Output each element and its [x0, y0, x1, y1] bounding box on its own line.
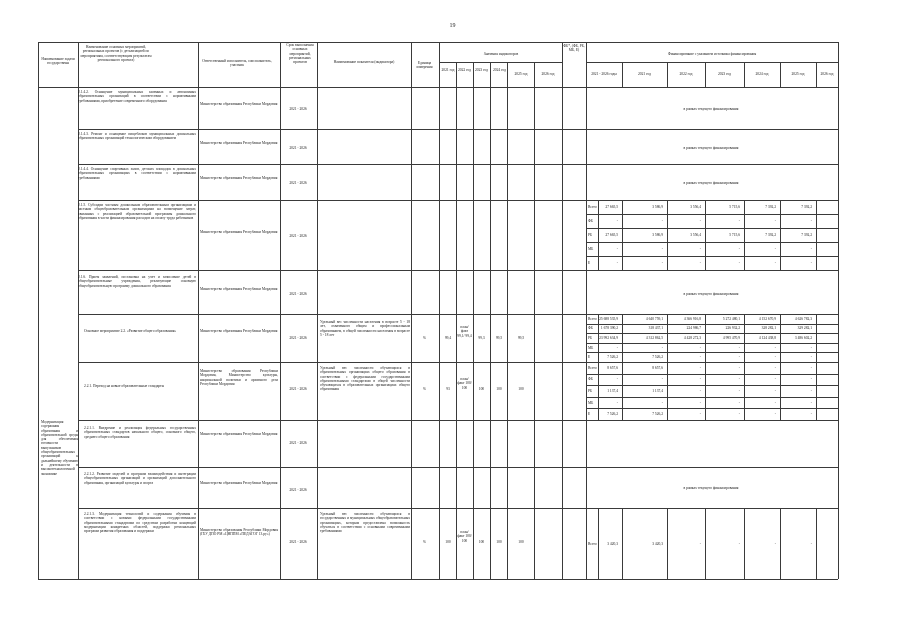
- fin-2-2-1-value: -: [738, 377, 740, 382]
- fin-row-line: [586, 214, 838, 215]
- fin-row-line: [586, 333, 838, 334]
- fin-2-1-5-source: МБ: [588, 247, 594, 251]
- fin-main-value: -: [699, 345, 701, 350]
- fin-2-1-5-value: -: [738, 247, 740, 251]
- fin-main-value: -: [810, 355, 812, 360]
- fin-2-1-5-value: -: [774, 247, 776, 251]
- fin-row-line: [586, 397, 838, 398]
- fin-2-1-5-value: -: [810, 247, 812, 251]
- row-2-2-1-3-name: 2.2.1.3. Модернизация технологий и содержания обучения в соответствии с новыми федеральными государственными образовательными стандартами по средствам разработки концепций модернизации конкретных областей, поддержки региональных программ развития образования и поддержки: [84, 512, 196, 534]
- header-finance-col: 2024 год: [755, 72, 769, 76]
- fin-main-value: 3 486 602,2: [794, 336, 812, 340]
- fin-row-line: [586, 374, 838, 375]
- grid-line: [507, 62, 508, 579]
- row-2-1-4-4-term: 2021 - 2026: [289, 181, 307, 185]
- header-year-2025: 2025 год: [514, 72, 528, 76]
- fin-2-1-5-value: -: [616, 261, 618, 265]
- header-finance-col: 2026 год: [820, 72, 834, 76]
- fin-col-line: [667, 314, 668, 420]
- fin-2-2-1-value: -: [699, 400, 701, 405]
- fin-2-2-1-value: -: [661, 377, 663, 382]
- fin-col-line: [780, 314, 781, 420]
- header-finance-col: 2021 год: [638, 72, 651, 76]
- row-2-2-1-3-indicator: Удельный вес численности обучающихся в государственных и муниципальных общеобразовательных организациях, которым предоставлена возможность обучаться в соответствии с основными современными требованиями: [320, 512, 410, 534]
- fin-main-value: 7 526,2: [652, 355, 663, 360]
- grid-line: [198, 42, 199, 579]
- fin-2-1-5-value: -: [616, 219, 618, 223]
- fin-row-line: [586, 362, 838, 363]
- fin-2-2-1-value: 1 137,4: [652, 389, 663, 393]
- fin-main-value: -: [774, 355, 776, 360]
- grid-line: [38, 87, 838, 88]
- fin-2-1-5-value: -: [738, 261, 740, 265]
- grid-line: [534, 62, 535, 579]
- fin-col-line: [598, 508, 599, 579]
- fin-main-value: -: [699, 355, 701, 360]
- row-2-2-1-2-name: 2.2.1.2. Развитие моделей и программ взаимодействия и интеграции общеобразовательных организаций и организаций дополнительного образования, организаций культуры и спорта: [84, 472, 196, 485]
- row-2-2-1-val-2025: 100: [518, 387, 524, 391]
- fin-main-value: 7 526,2: [607, 355, 618, 360]
- row-2-1-4-3-resp: Министерство образования Республики Мордовия: [200, 141, 278, 145]
- fin-2-1-5-value: -: [661, 247, 663, 251]
- header-indicator: Наименование показателя (индикатора): [333, 60, 395, 64]
- fin-2-2-1-source: Всего: [588, 365, 597, 370]
- grid-line: [586, 42, 587, 579]
- main-event-name: Основное мероприятие 2.2. «Развитие общего образования»: [84, 329, 177, 333]
- grid-line: [78, 42, 79, 579]
- fin-row-line: [586, 385, 838, 386]
- fin-2-2-1-3-value: -: [810, 541, 812, 546]
- fin-2-1-5-value: -: [699, 247, 701, 251]
- fin-2-1-5-value: 7 392,2: [765, 205, 776, 209]
- fin-2-1-5-value: 5 715,6: [729, 233, 740, 237]
- fin-main-source: РБ: [588, 336, 593, 340]
- fin-2-2-1-value: -: [810, 377, 812, 382]
- fin-main-value: 4 995 470,9: [722, 336, 740, 340]
- fin-2-1-5-value: 7 392,2: [765, 233, 776, 237]
- fin-main-value: -: [616, 345, 618, 350]
- fin-2-2-1-3-source: Всего: [588, 541, 597, 546]
- row-2-2-1-3-term: 2021 - 2026: [289, 540, 307, 544]
- fin-main-value: 226 932,2: [725, 326, 740, 331]
- fin-main-value: -: [774, 345, 776, 350]
- fin-2-2-1-value: -: [699, 365, 701, 370]
- fin-2-2-1-3-value: -: [774, 541, 776, 546]
- row-2-2-1-3-val-2024: 100: [496, 540, 502, 544]
- fin-col-line: [705, 508, 706, 579]
- header-year-2026: 2026 год: [541, 72, 555, 76]
- fin-2-2-1-value: -: [774, 377, 776, 382]
- fin-main-source: Е: [588, 355, 591, 360]
- fin-2-2-1-source: РБ: [588, 389, 593, 393]
- header-responsible: Ответственный исполнитель, соисполнитель, участник: [202, 59, 272, 68]
- fin-main-value: -: [738, 345, 740, 350]
- row-2-2-1-3-resp: Министерство образования Республики Мордовия (ГБУ ДПО РМ «ЦНППМ «ПЕДАГОГ 13.ру»): [200, 528, 278, 537]
- fin-2-1-5-value: -: [661, 219, 663, 223]
- fin-2-2-1-3-value: 3 420,3: [607, 541, 618, 546]
- fin-2-2-1-value: -: [616, 377, 618, 382]
- header-finance-col: 2022 год: [679, 72, 693, 76]
- fin-2-2-1-value: 8 657,6: [652, 365, 663, 370]
- fin-2-1-5-source: ФБ: [588, 219, 593, 223]
- row-2-1-4-4-resp: Министерство образования Республики Мордовия: [200, 176, 278, 180]
- fin-2-1-5-value: -: [774, 219, 776, 223]
- fin-main-value: 329 282,1: [797, 326, 812, 331]
- fin-2-2-1-source: ФБ: [588, 377, 593, 382]
- main-indicator: Удельный вес численности населения в возрасте 5 - 18 лет, охваченного общим и профессиональным образованием, в общей численности населения в возрасте 5 - 18 лет: [320, 320, 410, 337]
- header-goal: Наименование задачи государственн: [41, 57, 75, 66]
- fin-main-value: 4 366 916,8: [683, 316, 701, 321]
- fin-main-value: 318 437,1: [648, 326, 663, 331]
- grid-line: [78, 508, 838, 509]
- fin-2-2-1-value: -: [774, 400, 776, 405]
- fin-row-line: [586, 324, 838, 325]
- row-2-1-6-term: 2021 - 2026: [289, 292, 307, 296]
- row-2-2-1-val-2021: 93: [446, 387, 450, 391]
- row-2-1-4-2-name: 2.1.4.2. Оснащение муниципальных казенных и автономных образовательных организаций в соответствии с нормативными требованиями, приобретение современного оборудования: [78, 90, 196, 103]
- row-2-1-4-3-note: в рамках текущего финансирования: [683, 146, 739, 150]
- fin-col-line: [744, 314, 745, 420]
- main-event-resp: Министерство образования Республики Мордовия: [200, 329, 278, 333]
- fin-col-line: [744, 508, 745, 579]
- grid-line: [317, 42, 318, 579]
- fin-2-1-5-value: 27 665,5: [605, 205, 618, 209]
- grid-line: [439, 62, 562, 63]
- fin-row-line: [586, 579, 838, 580]
- fin-2-2-1-value: -: [774, 389, 776, 393]
- row-2-1-5-name: 2.1.5. Субсидии частным дошкольным образовательным организациям и частным общеобразовательным организациям на возмещение затрат, связанных с реализацией образовательной программы дошкольного образования в части финансирования расходов на оплату труда работников: [78, 203, 196, 220]
- fin-2-2-1-value: -: [810, 365, 812, 370]
- fin-row-line: [586, 270, 838, 271]
- row-2-2-1-name: 2.2.1. Переход на новые образовательные стандарты: [84, 384, 165, 388]
- fin-row-line: [586, 228, 838, 229]
- fin-col-line: [780, 200, 781, 270]
- fin-2-2-1-value: 1 137,4: [607, 389, 618, 393]
- fin-2-1-5-value: 5 715,6: [729, 205, 740, 209]
- fin-main-source: ФБ: [588, 326, 593, 331]
- fin-2-2-1-value: -: [774, 412, 776, 417]
- fin-2-1-5-source: Е: [588, 261, 591, 265]
- fin-2-2-1-source: Е: [588, 412, 591, 417]
- grid-line: [411, 42, 412, 579]
- fin-main-value: 4 152 670,9: [758, 316, 776, 321]
- fin-2-2-1-value: -: [616, 400, 618, 405]
- fin-2-2-1-value: 8 657,6: [607, 365, 618, 370]
- fin-2-1-5-value: 3 586,9: [652, 205, 663, 209]
- row-2-2-1-term: 2021 - 2026: [289, 387, 307, 391]
- fin-2-2-1-3-value: -: [699, 541, 701, 546]
- row-2-2-1-2-resp: Министерство образования Республики Мордовия: [200, 481, 278, 485]
- grid-line: [439, 42, 440, 579]
- fin-main-value: 25 688 535,9: [599, 316, 618, 321]
- row-2-2-1-3-val-2021: 100: [445, 540, 451, 544]
- fin-main-value: 4 312 862,5: [645, 336, 663, 340]
- fin-2-2-1-value: -: [810, 389, 812, 393]
- grid-line: [78, 164, 838, 165]
- fin-2-1-5-value: -: [699, 219, 701, 223]
- fin-2-1-5-value: -: [616, 247, 618, 251]
- fin-col-line: [705, 314, 706, 420]
- grid-line: [562, 42, 563, 579]
- fin-main-value: -: [738, 355, 740, 360]
- row-2-1-5-resp: Министерство образования Республики Мордовия: [200, 230, 278, 234]
- fin-col-line: [816, 200, 817, 270]
- fin-main-value: -: [810, 345, 812, 350]
- grid-line: [586, 62, 838, 63]
- fin-2-2-1-3-value: 3 420,3: [652, 541, 663, 546]
- grid-line: [78, 129, 838, 130]
- header-event: Наименование основных мероприятий, региональных проектов (с детализацией по мероприятиям, соответствующим результатам регионального проекта): [80, 45, 152, 62]
- row-2-2-1-2-term: 2021 - 2026: [289, 488, 307, 492]
- row-2-2-1-3-val-2023: 100: [478, 540, 485, 544]
- fin-main-value: 1 678 390,2: [600, 326, 618, 331]
- header-year-2021: 2021 год: [441, 68, 455, 72]
- main-goal: Модернизация содержания образования и образовательной среды для обеспечения готовности выпускников общеобразовательных организаций к дальнейшему обучению и деятельности в высокотехнологичной экономике: [41, 420, 78, 476]
- header-year-2023: 2023 год: [475, 68, 488, 72]
- grid-line: [473, 62, 474, 579]
- header-finance-col: 2025 год: [791, 72, 805, 76]
- row-2-1-4-3-name: 2.1.4.3. Ремонт и оснащение пищеблоков муниципальных дошкольных образовательных организаций технологическим оборудованием: [78, 132, 196, 141]
- row-2-2-1-val-2024: 100: [496, 387, 502, 391]
- header-budget: ФБ*, (ФБ, РБ, МБ, Е): [563, 44, 585, 53]
- fin-col-line: [816, 508, 817, 579]
- row-2-2-1-2-note: в рамках текущего финансирования: [683, 486, 739, 490]
- fin-col-line: [780, 508, 781, 579]
- fin-2-2-1-value: -: [661, 400, 663, 405]
- fin-2-2-1-value: -: [774, 365, 776, 370]
- main-unit: %: [423, 336, 426, 340]
- fin-row-line: [586, 408, 838, 409]
- fin-2-1-5-source: Всего: [588, 205, 597, 209]
- main-event-term: 2021 - 2026: [289, 336, 307, 340]
- row-2-2-1-3-unit: %: [423, 540, 426, 544]
- header-year-2024: 2024 год: [493, 68, 506, 72]
- row-2-1-4-4-note: в рамках текущего финансирования: [683, 181, 739, 185]
- fin-col-line: [622, 508, 623, 579]
- fin-2-2-1-value: -: [738, 365, 740, 370]
- row-2-1-5-term: 2021 - 2026: [289, 234, 307, 238]
- header-finance-title: Финансирование с указанием источника финансирования: [667, 52, 757, 56]
- fin-2-1-5-source: РБ: [588, 233, 593, 237]
- fin-row-line: [586, 352, 838, 353]
- fin-2-1-5-value: -: [810, 261, 812, 265]
- row-2-2-1-unit: %: [423, 387, 426, 391]
- header-finance-col: 2023 год: [718, 72, 731, 76]
- header-finance-col: 2021 - 2026 годы: [591, 72, 617, 76]
- row-2-2-1-1-name: 2.2.1.1. Внедрение и реализация федеральных государственных образовательных стандартов начального общего, основного общего, среднего общего образования: [84, 426, 196, 439]
- row-2-1-6-name: 2.1.6. Прием заявлений, постановка на учет и зачисление детей в общеобразовательные учреждения, реализующие основную общеобразовательную программу дошкольного образования: [78, 275, 196, 288]
- fin-main-value: 224 986,7: [686, 326, 701, 331]
- fin-2-2-1-3-value: -: [738, 541, 740, 546]
- fin-2-1-5-value: 7 392,2: [801, 233, 812, 237]
- fin-col-line: [816, 314, 817, 420]
- page-number: 19: [449, 23, 456, 29]
- fin-main-value: -: [661, 345, 663, 350]
- fin-main-value: 4 428 272,3: [683, 336, 701, 340]
- fin-row-line: [586, 256, 838, 257]
- fin-main-source: Всего: [588, 316, 597, 321]
- row-2-1-4-2-note: в рамках текущего финансирования: [683, 107, 739, 111]
- row-2-1-6-resp: Министерство образования Республики Мордовия: [200, 287, 278, 291]
- row-2-1-4-3-term: 2021 - 2026: [289, 146, 307, 150]
- row-2-2-1-3-val-2025: 100: [518, 540, 524, 544]
- main-val-2024: 99,5: [495, 336, 503, 340]
- row-2-1-4-4-name: 2.1.4.4. Оснащение спортивных залов, детских площадок в дошкольных образовательных организациях в соответствии с нормативными требованиями: [78, 167, 196, 180]
- main-val-2021: 99,4: [444, 336, 452, 340]
- fin-2-2-1-value: -: [699, 377, 701, 382]
- fin-main-source: МБ: [588, 345, 594, 350]
- fin-main-value: 5 272 480,1: [722, 316, 740, 321]
- fin-2-2-1-value: -: [810, 412, 812, 417]
- fin-2-2-1-value: -: [699, 412, 701, 417]
- row-2-2-1-1-resp: Министерство образования Республики Мордовия: [200, 432, 278, 436]
- grid-line: [490, 62, 491, 579]
- fin-2-1-5-value: 27 665,5: [605, 233, 618, 237]
- row-2-2-1-val-2023: 100: [478, 387, 485, 391]
- header-term: Срок выполнения основных мероприятий, региональных проектов: [286, 43, 314, 65]
- header-values-title: Значения индикаторов: [483, 52, 519, 56]
- row-2-2-1-resp: Министерство образования Республики Мордовия, Министерство культуры, национальной политики и архивного дела Республики Мордовия: [200, 369, 278, 386]
- grid-line: [78, 314, 838, 315]
- fin-row-line: [586, 343, 838, 344]
- fin-col-line: [667, 200, 668, 270]
- fin-2-2-1-value: -: [738, 389, 740, 393]
- fin-col-line: [598, 314, 599, 420]
- fin-2-1-5-value: 7 392,2: [801, 205, 812, 209]
- grid-line: [78, 200, 838, 201]
- row-2-2-1-1-term: 2021 - 2026: [289, 441, 307, 445]
- row-2-1-6-note: в рамках текущего финансирования: [683, 292, 739, 296]
- fin-2-1-5-value: -: [810, 219, 812, 223]
- fin-2-1-5-value: -: [661, 261, 663, 265]
- row-2-1-4-2-resp: Министерство образования Республики Мордовия: [200, 102, 278, 106]
- fin-2-2-1-source: МБ: [588, 400, 594, 405]
- fin-2-2-1-value: 7 526,2: [652, 412, 663, 417]
- fin-2-1-5-value: -: [699, 261, 701, 265]
- grid-line: [838, 42, 839, 579]
- fin-col-line: [705, 200, 706, 270]
- fin-2-2-1-value: -: [738, 400, 740, 405]
- header-unit: Единица измерения: [416, 61, 433, 70]
- grid-line: [78, 467, 838, 468]
- fin-2-2-1-value: 7 526,2: [607, 412, 618, 417]
- main-val-2023: 99,3: [478, 336, 485, 340]
- fin-main-value: 4 626 782,3: [794, 316, 812, 321]
- fin-2-2-1-value: -: [810, 400, 812, 405]
- grid-line: [38, 42, 39, 579]
- grid-line: [280, 42, 281, 579]
- fin-row-line: [586, 242, 838, 243]
- fin-main-value: 328 282,1: [761, 326, 776, 331]
- fin-col-line: [622, 200, 623, 270]
- fin-2-1-5-value: -: [774, 261, 776, 265]
- row-2-1-4-2-term: 2021 - 2026: [289, 107, 307, 111]
- fin-2-1-5-value: -: [738, 219, 740, 223]
- fin-col-line: [667, 508, 668, 579]
- fin-2-2-1-value: -: [738, 412, 740, 417]
- fin-main-value: 23 992 634,9: [599, 336, 618, 340]
- row-2-2-1-indicator: Удельный вес численности обучающихся в образовательных организациях общего образования в соответствии с федеральными государственными образовательными стандартами в общей численности обучающихся в образовательных организациях общего образования: [320, 366, 410, 392]
- fin-row-line: [586, 420, 838, 421]
- main-val-2022: план/факт 99,1/ 99,4: [457, 325, 472, 338]
- fin-2-1-5-value: 3 556,4: [690, 205, 701, 209]
- fin-col-line: [598, 200, 599, 270]
- fin-2-1-5-value: 3 556,4: [690, 233, 701, 237]
- header-year-2022: 2022 год: [458, 68, 471, 72]
- grid-line: [38, 42, 838, 43]
- fin-main-value: 4 640 759,1: [645, 316, 663, 321]
- row-2-2-1-val-2022: план/факт 100/ 100: [457, 377, 472, 390]
- fin-col-line: [622, 314, 623, 420]
- fin-main-value: 4 124 438,8: [758, 336, 776, 340]
- main-val-2025: 99,5: [517, 336, 525, 340]
- row-2-2-1-3-val-2022: план/факт 100/ 100: [457, 530, 472, 543]
- fin-2-1-5-value: 3 586,9: [652, 233, 663, 237]
- grid-line: [456, 62, 457, 579]
- fin-col-line: [744, 200, 745, 270]
- fin-2-2-1-value: -: [699, 389, 701, 393]
